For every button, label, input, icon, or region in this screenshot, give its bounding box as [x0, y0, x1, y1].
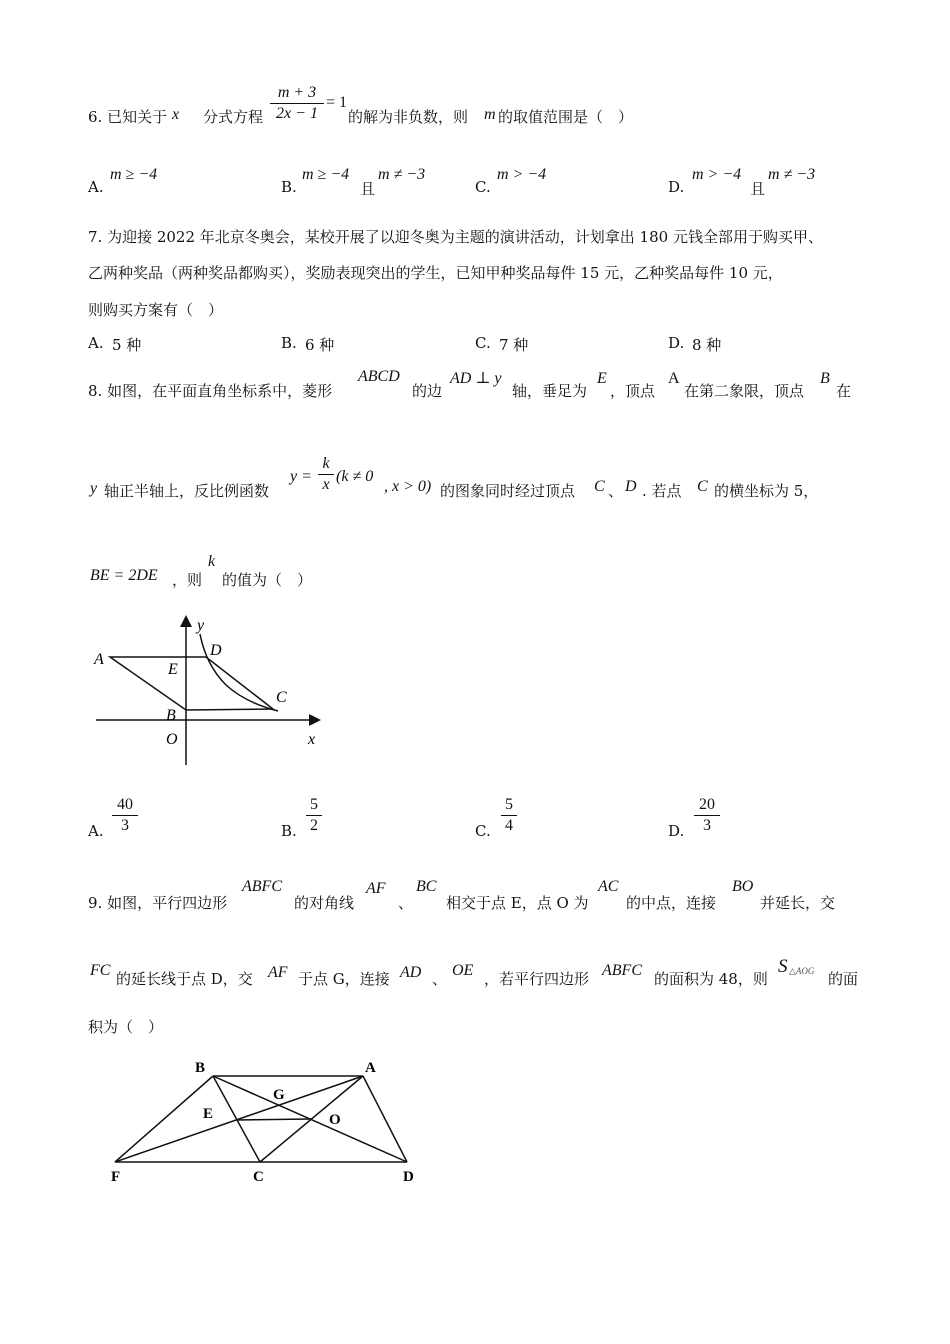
q7-option-d-text: 8 种: [692, 336, 722, 354]
q6-option-d-label: D.: [668, 178, 685, 196]
q8-option-d-fraction: [694, 796, 720, 835]
q8-option-c-fraction: [501, 796, 517, 835]
q6-fraction: [270, 84, 324, 123]
q6-suffix1: 的解为非负数，则: [348, 108, 469, 126]
q9-l2-oe: OE: [452, 962, 474, 979]
q8-l2-cond: (k ≠ 0: [336, 468, 374, 485]
q8-label-c: C: [276, 689, 287, 706]
q9-label-d: D: [403, 1169, 414, 1185]
q8-l1-ad: AD ⊥ y: [450, 370, 502, 387]
q8-l2-func-lhs: y =: [290, 468, 312, 485]
q9-l2-sep: 、: [432, 970, 448, 988]
q6-var-m: m: [484, 106, 496, 123]
q8-option-b-den: 2: [310, 817, 318, 834]
q8-l1-c: 轴，垂足为: [512, 382, 588, 400]
q7-line2: 乙两种奖品（两种奖品都购买），奖励表现突出的学生，已知甲种奖品每件 15 元，乙种奖品每件 10 元，: [88, 264, 783, 282]
q7-line3: 则购买方案有（ ）: [88, 301, 224, 319]
q9-l1-b: 的对角线: [294, 894, 355, 912]
q8-l2-sep: 、: [608, 482, 624, 500]
q9-label-f: F: [111, 1169, 121, 1185]
q8-option-a-num: 40: [117, 796, 133, 813]
q6-option-b-joiner: 且: [360, 180, 376, 198]
q8-l1-d: ，顶点: [610, 382, 656, 400]
q6-frac-numerator: m + 3: [277, 84, 317, 101]
q6-eq: = 1: [326, 94, 348, 111]
q8-frac-numerator: k: [322, 455, 330, 472]
q8-option-d-num: 20: [699, 796, 715, 813]
q8-label-x: x: [308, 731, 316, 748]
q8-label-b: B: [166, 707, 176, 724]
q9-l2-d: 的面积为 48，则: [654, 970, 768, 988]
q9-l1-e: 并延长，交: [760, 894, 836, 912]
q8-l2-D: D: [625, 478, 637, 495]
q7-option-b-text: 6 种: [305, 336, 335, 354]
q6-var-x: x: [172, 106, 180, 123]
q8-l3-k: k: [208, 553, 216, 570]
q9-l1-c: 相交于点 E，点 O 为: [446, 894, 589, 912]
q8-l1-e: E: [597, 370, 607, 387]
q8-option-a-fraction: [112, 796, 138, 835]
q7-option-b-label: B.: [281, 334, 297, 352]
q6-option-d-math2: m ≠ −3: [768, 166, 816, 183]
q9-l2-fc: FC: [90, 962, 111, 979]
q8-l2-b: 的图象同时经过顶点: [440, 482, 576, 500]
q8-option-a-den: 3: [121, 817, 129, 834]
q8-l1-a: 8. 如图，在平面直角坐标系中，菱形: [88, 382, 333, 400]
q9-l1-d: 的中点，连接: [626, 894, 717, 912]
q6-frac-denominator: 2x − 1: [276, 105, 318, 122]
q8-label-d: D: [210, 642, 222, 659]
q8-l2-fraction: [318, 455, 334, 494]
q8-l2-C2: C: [697, 478, 708, 495]
q8-l1-B: B: [820, 370, 830, 387]
q8-option-b-label: B.: [281, 822, 297, 840]
q9-l2-e: 的面: [828, 970, 859, 988]
q8-l3-b: 的值为（ ）: [222, 571, 313, 589]
q9-l1-sep: 、: [398, 894, 414, 912]
q8-l1-abcd: ABCD: [358, 368, 400, 385]
q6-option-d-joiner: 且: [750, 180, 766, 198]
q8-label-a: A: [94, 651, 104, 668]
q9-label-g: G: [273, 1087, 285, 1103]
q7-line1: 7. 为迎接 2022 年北京冬奥会，某校开展了以迎冬奥为主题的演讲活动，计划拿出 180 元钱全部用于购买甲、: [88, 228, 823, 246]
q8-option-d-den: 3: [703, 817, 711, 834]
q8-option-a-label: A.: [88, 822, 104, 840]
q8-label-o: O: [166, 731, 178, 748]
q8-l2-y: y: [90, 480, 98, 497]
q8-label-y: y: [197, 617, 205, 634]
q9-l2-s: S: [778, 956, 788, 977]
q9-l1-af: AF: [366, 880, 386, 897]
q9-label-o: O: [329, 1112, 341, 1128]
q8-l2-d: 的横坐标为 5，: [714, 482, 819, 500]
q9-l1-a: 9. 如图，平行四边形: [88, 894, 228, 912]
q8-l1-b: 的边: [412, 382, 443, 400]
q6-option-c-label: C.: [475, 178, 491, 196]
q9-l2-c: ，若平行四边形: [484, 970, 590, 988]
q7-option-a-label: A.: [88, 334, 104, 352]
q9-l2-sub: △AOG: [789, 966, 815, 976]
q8-option-c-num: 5: [505, 796, 513, 813]
q9-l1-abfc: ABFC: [242, 878, 282, 895]
q8-option-b-num: 5: [310, 796, 318, 813]
q8-option-b-fraction: [306, 796, 322, 835]
q8-option-d-label: D.: [668, 822, 685, 840]
q6-suffix2: 的取值范围是（ ）: [498, 108, 634, 126]
q9-l2-b: 于点 G，连接: [298, 970, 390, 988]
q6-option-b-math2: m ≠ −3: [378, 166, 426, 183]
q9-l2-af: AF: [268, 964, 288, 981]
q7-option-c-label: C.: [475, 334, 491, 352]
q9-label-a: A: [365, 1060, 376, 1076]
q8-l2-C: C: [594, 478, 605, 495]
q9-label-e: E: [203, 1106, 214, 1122]
q6-prefix: 6. 已知关于: [88, 108, 168, 126]
q8-option-c-den: 4: [505, 817, 513, 834]
q9-l1-ac: AC: [598, 878, 619, 895]
q7-option-d-label: D.: [668, 334, 685, 352]
q8-option-c-label: C.: [475, 822, 491, 840]
q9-l2-ad: AD: [400, 964, 422, 981]
q8-l3-a: ，则: [172, 571, 203, 589]
q8-l1-f: 在第二象限，顶点: [684, 382, 805, 400]
q9-label-b: B: [195, 1060, 206, 1076]
q7-option-c-text: 7 种: [499, 336, 529, 354]
q8-label-e: E: [168, 661, 178, 678]
q8-figure: [88, 610, 328, 770]
q9-l1-bc: BC: [416, 878, 437, 895]
q9-label-c: C: [253, 1169, 264, 1185]
q6-option-a-label: A.: [88, 178, 104, 196]
q7-option-a-text: 5 种: [112, 336, 142, 354]
q9-l1-bo: BO: [732, 878, 754, 895]
q8-l1-A: A: [668, 370, 680, 387]
q8-l3-math: BE = 2DE: [90, 567, 158, 584]
q8-l2-a: 轴正半轴上，反比例函数: [104, 482, 270, 500]
q9-l2-abfc: ABFC: [602, 962, 642, 979]
q6-option-b-math: m ≥ −4: [302, 166, 350, 183]
q9-figure: [95, 1055, 435, 1195]
q8-rhombus: [110, 657, 273, 710]
q9-l2-a: 的延长线于点 D，交: [116, 970, 253, 988]
q8-l2-c: . 若点: [642, 482, 682, 500]
q8-l1-g: 在: [836, 382, 852, 400]
q8-frac-denominator: x: [322, 476, 330, 493]
q8-l2-cond2: , x > 0): [384, 478, 432, 495]
q6-option-c-math: m > −4: [497, 166, 547, 183]
q6-option-a-math: m ≥ −4: [110, 166, 158, 183]
q9-l3: 积为（ ）: [88, 1018, 164, 1036]
q6-mid: 分式方程: [203, 108, 264, 126]
q6-option-d-math: m > −4: [692, 166, 742, 183]
q6-option-b-label: B.: [281, 178, 297, 196]
